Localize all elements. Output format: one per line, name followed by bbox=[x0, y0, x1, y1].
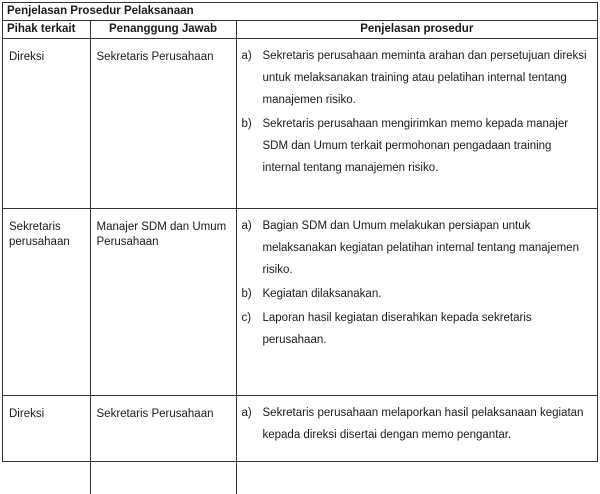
header-penjelasan: Penjelasan prosedur bbox=[236, 21, 597, 39]
item-text: Bagian SDM dan Umum melakukan persiapan untuk melaksanakan kegiatan pelatihan internal tentang manajemen risiko. bbox=[263, 215, 592, 281]
list-item bbox=[237, 307, 592, 351]
item-text: Kegiatan dilaksanakan. bbox=[263, 283, 592, 305]
table-row bbox=[3, 396, 597, 494]
item-text: Sekretaris perusahaan meminta arahan dan persetujuan direksi untuk melaksanakan training atau pelatihan internal tentang manajemen risiko. bbox=[263, 45, 592, 111]
cell-penjelasan bbox=[236, 39, 597, 209]
cell-penanggung: Sekretaris Perusahaan bbox=[90, 396, 236, 494]
item-marker: a) bbox=[237, 402, 263, 446]
item-marker: a) bbox=[237, 45, 263, 111]
header-row bbox=[3, 21, 597, 39]
item-text: Laporan hasil kegiatan diserahkan kepada sekretaris perusahaan. bbox=[263, 307, 592, 351]
procedure-document bbox=[2, 2, 598, 462]
cell-pihak: Direksi bbox=[3, 396, 90, 494]
header-pihak: Pihak terkait bbox=[3, 21, 90, 39]
cell-pihak: Sekretaris perusahaan bbox=[3, 209, 90, 396]
cell-penanggung: Sekretaris Perusahaan bbox=[90, 39, 236, 209]
cell-penanggung: Manajer SDM dan Umum Perusahaan bbox=[90, 209, 236, 396]
item-text: Sekretaris perusahaan mengirimkan memo kepada manajer SDM dan Umum terkait permohonan pengadaan training internal tentang manajemen risiko. bbox=[263, 113, 592, 179]
item-text: Sekretaris perusahaan melaporkan hasil pelaksanaan kegiatan kepada direksi disertai dengan memo pengantar. bbox=[263, 402, 592, 446]
document-title: Penjelasan Prosedur Pelaksanaan bbox=[3, 3, 597, 21]
item-marker: c) bbox=[237, 307, 263, 351]
item-marker: b) bbox=[237, 283, 263, 305]
item-marker: a) bbox=[237, 215, 263, 281]
list-item bbox=[237, 283, 592, 305]
cell-penjelasan bbox=[236, 209, 597, 396]
list-item bbox=[237, 402, 592, 446]
item-marker: b) bbox=[237, 113, 263, 179]
procedure-table bbox=[3, 21, 597, 494]
list-item bbox=[237, 113, 592, 179]
table-row bbox=[3, 209, 597, 396]
list-item bbox=[237, 215, 592, 281]
cell-penjelasan bbox=[236, 396, 597, 494]
cell-pihak: Direksi bbox=[3, 39, 90, 209]
header-penanggung: Penanggung Jawab bbox=[90, 21, 236, 39]
table-row bbox=[3, 39, 597, 209]
list-item bbox=[237, 45, 592, 111]
